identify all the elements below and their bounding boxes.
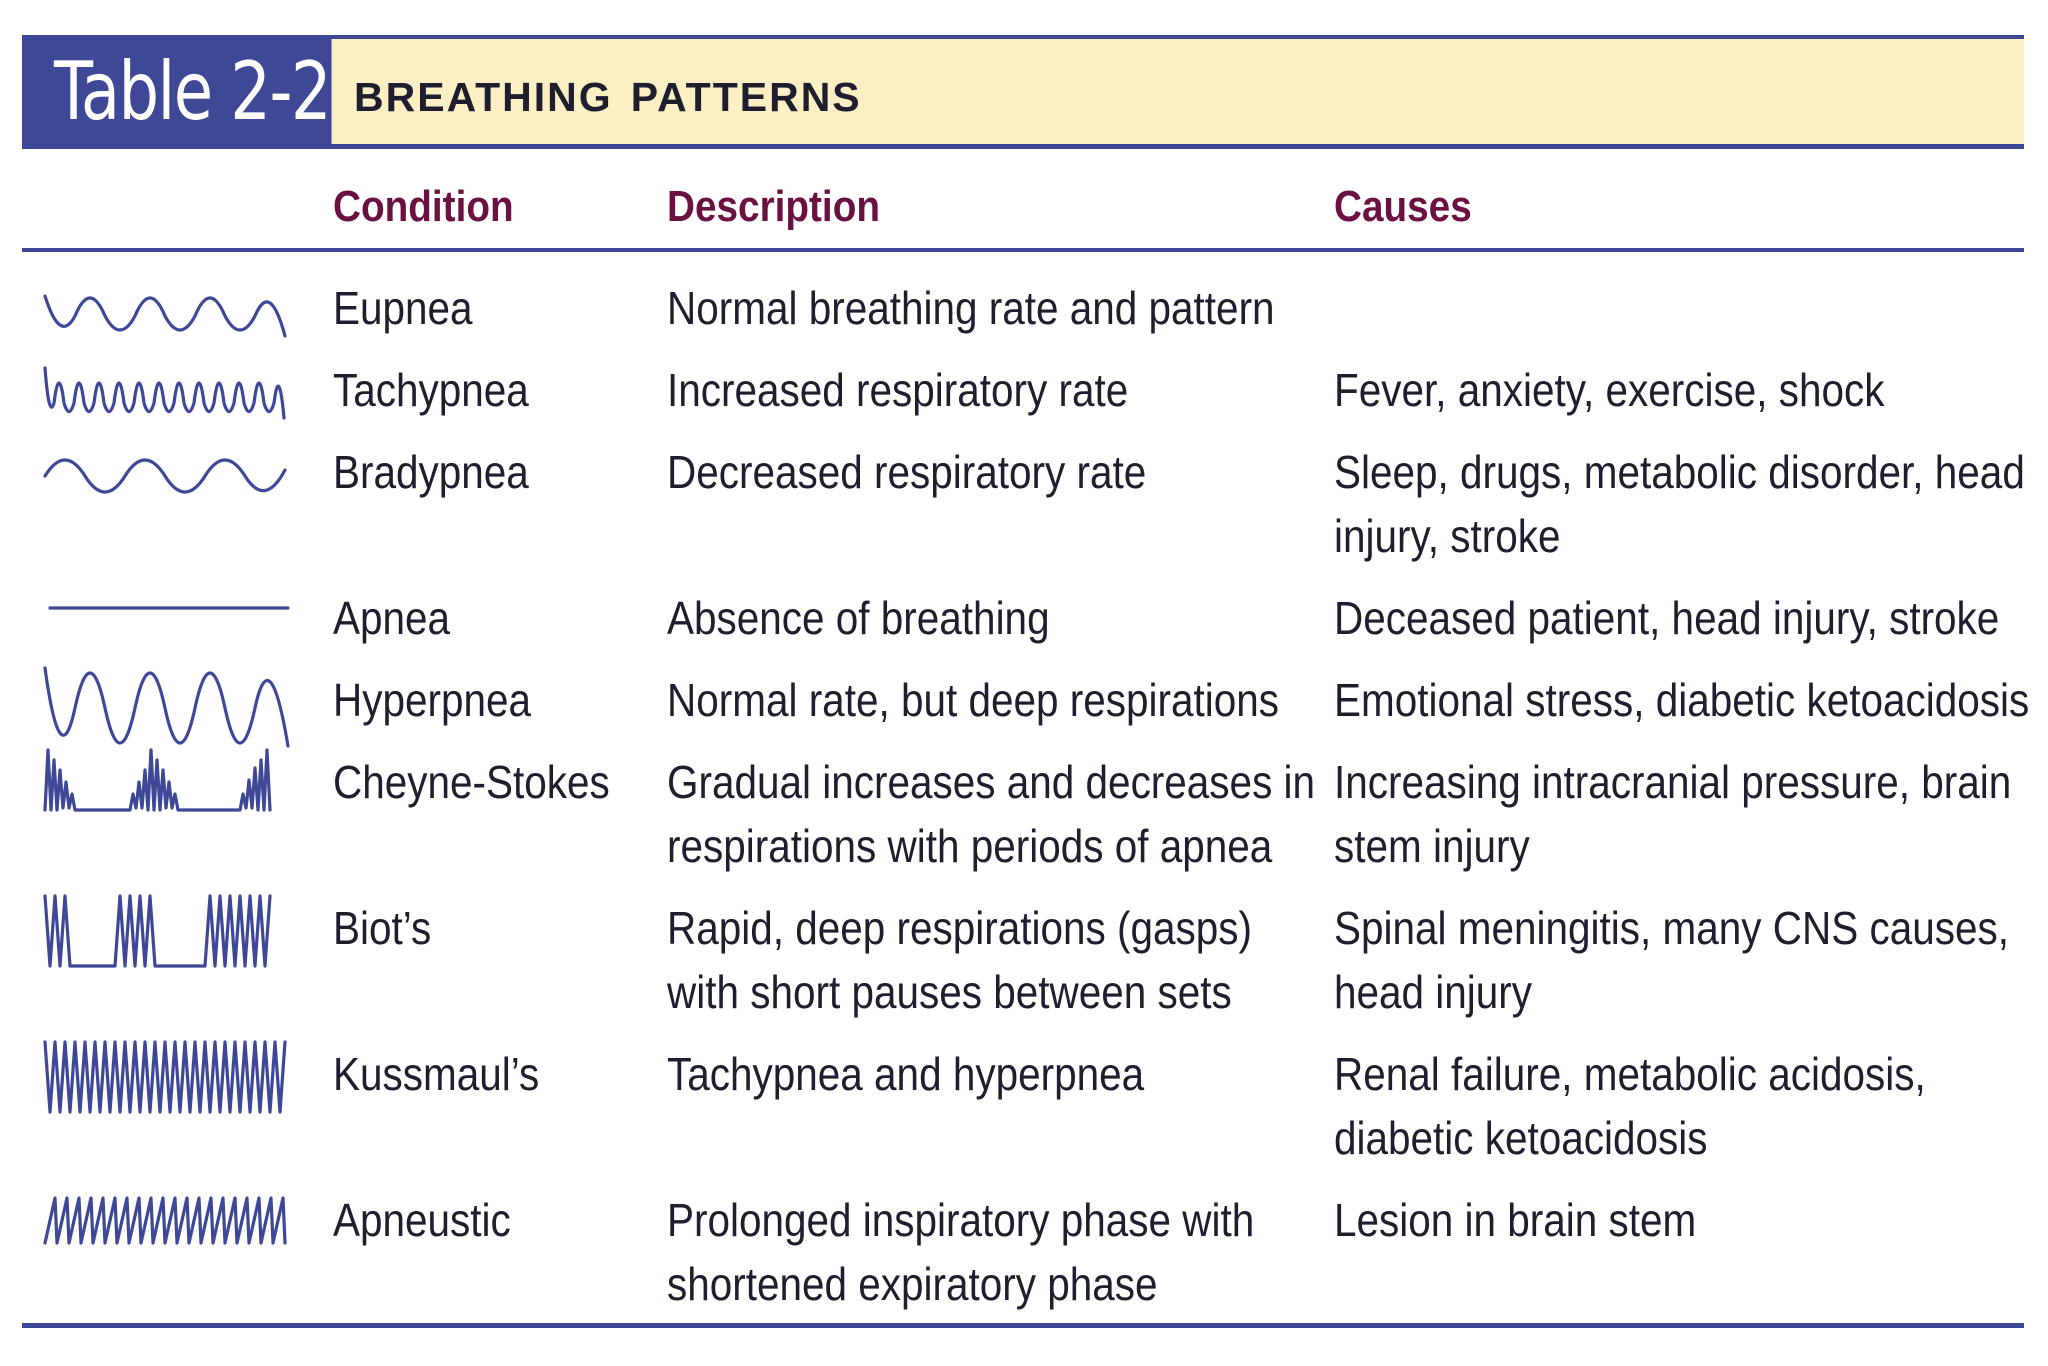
column-header-causes: Causes <box>1334 182 1472 231</box>
description-line: Rapid, deep respirations (gasps) <box>667 902 1253 954</box>
causes-line: Spinal meningitis, many CNS causes, <box>1334 902 2009 954</box>
column-header-description: Description <box>667 182 881 231</box>
causes-line: Sleep, drugs, metabolic disorder, head <box>1334 446 2025 498</box>
description-line: Decreased respiratory rate <box>667 446 1147 498</box>
bradypnea-waveform-icon <box>40 440 290 520</box>
description-cell <box>667 586 1050 650</box>
condition-cell: Apnea <box>333 592 451 644</box>
table-header-row <box>22 160 2024 252</box>
table-bottom-rule <box>22 1323 2024 1328</box>
causes-line: stem injury <box>1334 820 1530 872</box>
apnea-flatline-icon <box>40 586 290 666</box>
causes-cell <box>1334 896 2009 1024</box>
condition-cell: Apneustic <box>333 1194 511 1246</box>
condition-cell: Bradypnea <box>333 446 529 498</box>
hyperpnea-waveform-icon <box>40 668 290 748</box>
causes-cell <box>1334 668 2029 732</box>
causes-line: Deceased patient, head injury, stroke <box>1334 592 2000 644</box>
table-number: Table 2-2 <box>22 39 332 144</box>
causes-line: head injury <box>1334 966 1533 1018</box>
causes-cell <box>1334 358 1884 422</box>
causes-cell <box>1334 1188 1696 1252</box>
causes-line: diabetic ketoacidosis <box>1334 1112 1708 1164</box>
description-line: Tachypnea and hyperpnea <box>667 1048 1145 1100</box>
eupnea-waveform-icon <box>40 276 290 356</box>
tachypnea-waveform-icon <box>40 358 290 438</box>
description-cell <box>667 358 1128 422</box>
causes-line: Renal failure, metabolic acidosis, <box>1334 1048 1926 1100</box>
description-cell <box>667 1188 1254 1316</box>
condition-cell: Tachypnea <box>333 364 529 416</box>
table-title: breathing patterns <box>332 39 2024 144</box>
causes-line: Lesion in brain stem <box>1334 1194 1697 1246</box>
description-line: Prolonged inspiratory phase with <box>667 1194 1255 1246</box>
condition-cell: Biot’s <box>333 902 432 954</box>
description-cell <box>667 896 1252 1024</box>
description-line: Normal breathing rate and pattern <box>667 282 1275 334</box>
causes-cell <box>1334 440 2025 568</box>
description-line: shortened expiratory phase <box>667 1258 1158 1310</box>
description-cell <box>667 276 1275 340</box>
kussmauls-waveform-icon <box>40 1042 290 1122</box>
description-cell <box>667 440 1146 504</box>
apneustic-waveform-icon <box>40 1188 290 1268</box>
description-line: with short pauses between sets <box>667 966 1232 1018</box>
description-line: Gradual increases and decreases in <box>667 756 1316 808</box>
causes-line: Fever, anxiety, exercise, shock <box>1334 364 1885 416</box>
condition-cell: Kussmaul’s <box>333 1048 540 1100</box>
causes-line: Increasing intracranial pressure, brain <box>1334 756 2012 808</box>
causes-cell <box>1334 750 2011 878</box>
description-cell <box>667 668 1279 732</box>
biots-waveform-icon <box>40 896 290 976</box>
description-line: respirations with periods of apnea <box>667 820 1273 872</box>
table-title-bar <box>22 35 2024 149</box>
condition-cell: Hyperpnea <box>333 674 532 726</box>
causes-cell <box>1334 1042 1926 1170</box>
breathing-patterns-table <box>22 0 2030 1366</box>
column-header-condition: Condition <box>333 182 514 231</box>
condition-cell: Eupnea <box>333 282 473 334</box>
description-line: Increased respiratory rate <box>667 364 1129 416</box>
description-line: Normal rate, but deep respirations <box>667 674 1280 726</box>
description-cell <box>667 750 1315 878</box>
condition-cell: Cheyne-Stokes <box>333 756 610 808</box>
cheyne-stokes-waveform-icon <box>40 750 290 830</box>
description-line: Absence of breathing <box>667 592 1050 644</box>
causes-line: injury, stroke <box>1334 510 1561 562</box>
causes-line: Emotional stress, diabetic ketoacidosis <box>1334 674 2030 726</box>
causes-cell <box>1334 586 1999 650</box>
description-cell <box>667 1042 1144 1106</box>
